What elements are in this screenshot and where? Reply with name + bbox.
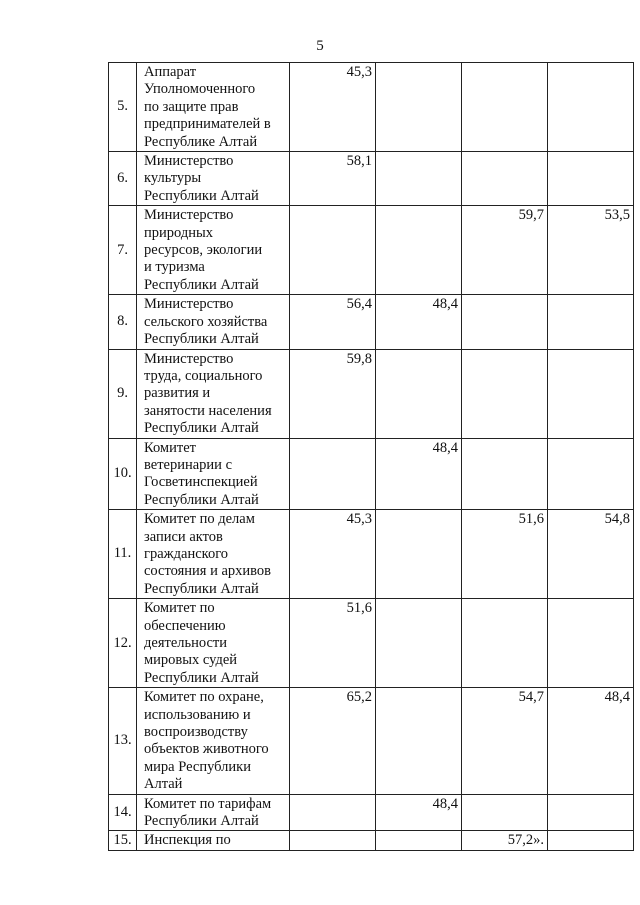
value-cell-v2 (376, 349, 462, 438)
organization-name-line: Республики Алтай (144, 491, 259, 508)
value-cell-v1 (290, 831, 376, 850)
organization-name-line: Госветинспекцией (144, 474, 258, 491)
value-cell-v2 (376, 63, 462, 152)
table-row (109, 63, 634, 152)
organization-name-line: Инспекция по (144, 832, 231, 849)
organization-name (137, 206, 290, 295)
value-cell-v3 (462, 63, 548, 152)
row-number: 15. (109, 831, 137, 850)
organization-name-line: Уполномоченного (144, 81, 256, 98)
organization-name-line: Комитет (144, 439, 196, 456)
organization-name-line: предпринимателей в (144, 116, 271, 133)
row-number: 7. (109, 206, 137, 295)
organization-name-line: воспроизводству (144, 724, 248, 741)
value-cell-v4 (548, 349, 634, 438)
organization-name-line: Комитет по охране, (144, 689, 264, 706)
organization-name-line: ресурсов, экологии (144, 242, 263, 259)
page-number: 5 (316, 38, 324, 54)
organization-name-line: Министерство (144, 350, 234, 367)
organization-name-line: состояния и архивов (144, 563, 272, 580)
organization-name-line: ветеринарии с (144, 456, 233, 473)
organization-name-line: Министерство (144, 296, 234, 313)
value-cell-v4: 54,8 (548, 510, 634, 599)
value-cell-v4 (548, 438, 634, 510)
organization-name-line: Республики Алтай (144, 420, 259, 437)
value-cell-v2: 48,4 (376, 295, 462, 349)
value-cell-v1 (290, 794, 376, 831)
value-cell-v3: 57,2». (462, 831, 548, 850)
organization-name (137, 349, 290, 438)
table-row (109, 510, 634, 599)
value-cell-v2 (376, 510, 462, 599)
table-row (109, 794, 634, 831)
organization-name-line: записи актов (144, 528, 223, 545)
organization-name-line: Алтай (144, 776, 183, 793)
organization-name (137, 510, 290, 599)
value-cell-v2 (376, 688, 462, 794)
organization-name-line: и туризма (144, 259, 205, 276)
table-row (109, 688, 634, 794)
value-cell-v1 (290, 206, 376, 295)
value-cell-v2: 48,4 (376, 438, 462, 510)
table-row (109, 152, 634, 206)
row-number: 11. (109, 510, 137, 599)
value-cell-v3 (462, 349, 548, 438)
value-cell-v1: 59,8 (290, 349, 376, 438)
organization-name-line: мира Республики (144, 758, 251, 775)
organization-name-line: деятельности (144, 635, 228, 651)
organization-name-line: Комитет по делам (144, 511, 255, 528)
value-cell-v1: 45,3 (290, 510, 376, 599)
value-cell-v1: 51,6 (290, 599, 376, 688)
table-row (109, 349, 634, 438)
organization-name-line: Республике Алтай (144, 133, 258, 150)
value-cell-v3 (462, 152, 548, 206)
row-number: 8. (109, 295, 137, 349)
organization-name-line: Министерство (144, 207, 234, 224)
organization-name (137, 794, 290, 831)
row-number: 12. (109, 599, 137, 688)
value-cell-v4 (548, 831, 634, 850)
value-cell-v3 (462, 295, 548, 349)
organization-name-line: природных (144, 224, 213, 241)
value-cell-v4: 48,4 (548, 688, 634, 794)
row-number: 13. (109, 688, 137, 794)
table-row (109, 831, 634, 850)
organization-name-line: Республики Алтай (144, 813, 259, 830)
value-cell-v4 (548, 794, 634, 831)
organization-name-line: Республики Алтай (144, 276, 259, 293)
organization-name-line: Аппарат (144, 64, 197, 80)
organization-name-line: Республики Алтай (144, 331, 259, 348)
organization-name-line: Республики Алтай (144, 669, 259, 686)
organization-name-line: сельского хозяйства (144, 313, 268, 330)
value-cell-v3 (462, 438, 548, 510)
value-cell-v4 (548, 599, 634, 688)
value-cell-v1: 65,2 (290, 688, 376, 794)
row-number: 10. (109, 438, 137, 510)
organization-name-line: Республики Алтай (144, 187, 259, 204)
row-number: 9. (109, 349, 137, 438)
value-cell-v3: 51,6 (462, 510, 548, 599)
value-cell-v4 (548, 63, 634, 152)
value-cell-v3: 59,7 (462, 206, 548, 295)
organization-name-line: Комитет по тарифам (144, 795, 272, 812)
organization-name-line: занятости населения (144, 402, 272, 419)
value-cell-v3: 54,7 (462, 688, 548, 794)
organization-name-line: труда, социального (144, 367, 263, 384)
organization-name (137, 599, 290, 688)
organization-name-line: культуры (144, 170, 202, 187)
organization-name-line: использованию и (144, 706, 251, 723)
organization-name (137, 295, 290, 349)
value-cell-v1 (290, 438, 376, 510)
organization-name-line: Республики Алтай (144, 580, 259, 597)
row-number: 14. (109, 794, 137, 831)
value-cell-v2: 48,4 (376, 794, 462, 831)
organization-name-line: развития и (144, 385, 211, 402)
organization-name-line: мировых судей (144, 652, 238, 669)
organization-name (137, 438, 290, 510)
value-cell-v2 (376, 206, 462, 295)
value-cell-v1: 58,1 (290, 152, 376, 206)
organization-name-line: обеспечению (144, 617, 226, 634)
value-cell-v3 (462, 794, 548, 831)
register-table (108, 62, 634, 851)
organization-name (137, 63, 290, 152)
organization-name (137, 688, 290, 794)
value-cell-v4: 53,5 (548, 206, 634, 295)
row-number: 5. (109, 63, 137, 152)
organization-name-line: Министерство (144, 153, 234, 170)
row-number: 6. (109, 152, 137, 206)
value-cell-v3 (462, 599, 548, 688)
organization-name (137, 152, 290, 206)
table-row (109, 295, 634, 349)
value-cell-v2 (376, 831, 462, 850)
table-row (109, 599, 634, 688)
organization-name-line: объектов животного (144, 741, 269, 758)
value-cell-v2 (376, 152, 462, 206)
organization-name-line: Комитет по (144, 600, 215, 617)
value-cell-v1: 56,4 (290, 295, 376, 349)
value-cell-v1: 45,3 (290, 63, 376, 152)
value-cell-v4 (548, 152, 634, 206)
organization-name (137, 831, 290, 850)
value-cell-v4 (548, 295, 634, 349)
organization-name-line: по защите прав (144, 98, 239, 115)
table-row (109, 438, 634, 510)
value-cell-v2 (376, 599, 462, 688)
table-row (109, 206, 634, 295)
organization-name-line: гражданского (144, 545, 229, 562)
